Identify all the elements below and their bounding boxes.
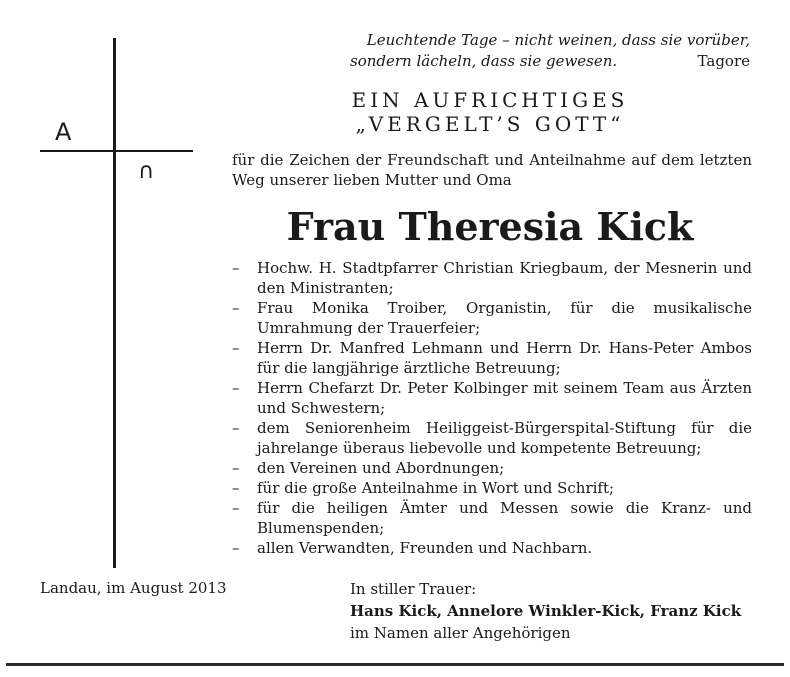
motto-line-2: sondern lächeln, dass sie gewesen. <box>350 52 618 70</box>
list-item: – den Vereinen und Abordnungen; <box>232 458 752 478</box>
signature-outro: im Namen aller Angehörigen <box>350 624 571 642</box>
thanks-list <box>232 258 752 558</box>
signature-intro: In stiller Trauer: <box>350 580 477 598</box>
motto-author: Tagore <box>697 52 750 70</box>
list-item: – für die heiligen Ämter und Messen sowie die Kranz- und Blumenspenden; <box>232 498 752 538</box>
deceased-name: Frau Theresia Kick <box>286 204 694 249</box>
alpha-symbol: A <box>55 118 72 146</box>
thanks-heading <box>230 88 750 136</box>
motto-line-2-row <box>350 51 750 72</box>
list-item: – Frau Monika Troiber, Organistin, für die musikalische Umrahmung der Trauerfeier; <box>232 298 752 338</box>
list-item: – für die große Anteilnahme in Wort und Schrift; <box>232 478 752 498</box>
omega-symbol: ∩ <box>138 159 155 184</box>
list-item: – Herrn Dr. Manfred Lehmann und Herrn Dr. Hans-Peter Ambos für die langjährige ärztliche Betreuung; <box>232 338 752 378</box>
signature-names: Hans Kick, Annelore Winkler-Kick, Franz Kick <box>350 602 742 620</box>
list-item: – Herrn Chefarzt Dr. Peter Kolbinger mit seinem Team aus Ärzten und Schwestern; <box>232 378 752 418</box>
motto-line-1: Leuchtende Tage – nicht weinen, dass sie vorüber, <box>366 31 750 49</box>
intro-text: für die Zeichen der Freundschaft und Anteilnahme auf dem letzten Weg unserer lieben Mutter und Oma <box>232 151 752 189</box>
cross-vertical-bar <box>113 38 116 568</box>
heading-line-2: „VERGELT’S GOTT“ <box>355 112 625 136</box>
cross-horizontal-bar <box>40 150 193 152</box>
bottom-rule <box>6 663 784 666</box>
list-item: – allen Verwandten, Freunden und Nachbarn. <box>232 538 752 558</box>
list-item: – dem Seniorenheim Heiliggeist-Bürgerspital-Stiftung für die jahrelange überaus liebevolle und kompetente Betreuung; <box>232 418 752 458</box>
place-date: Landau, im August 2013 <box>40 579 227 597</box>
motto-quote <box>350 30 750 72</box>
list-item: – Hochw. H. Stadtpfarrer Christian Kriegbaum, der Mesnerin und den Ministranten; <box>232 258 752 298</box>
heading-line-1: EIN AUFRICHTIGES <box>351 88 629 112</box>
signature-block <box>350 578 760 644</box>
